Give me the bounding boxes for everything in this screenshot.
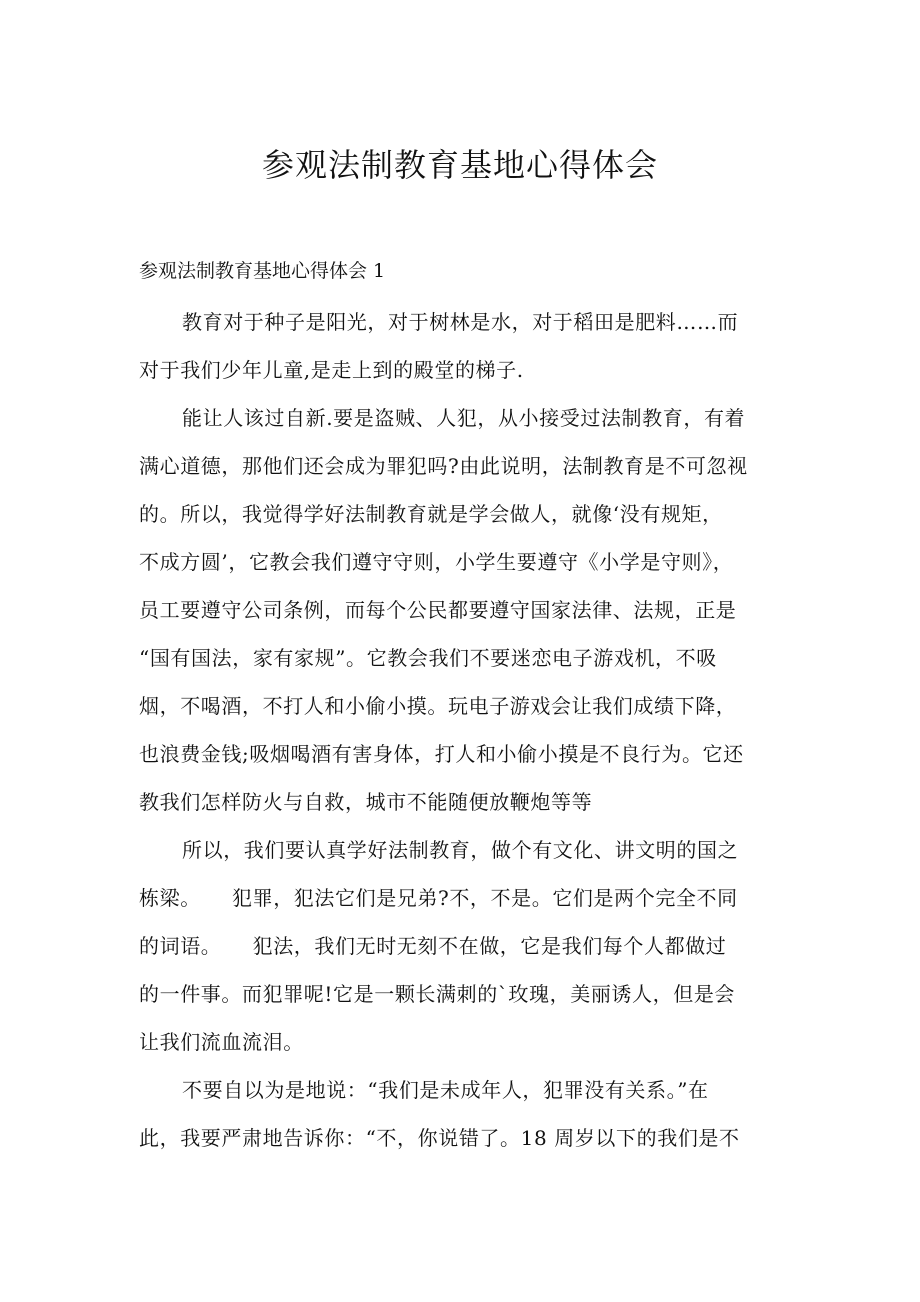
paragraph-line: 教育对于种子是阳光，对于树林是水，对于稻田是肥料……而 bbox=[182, 310, 739, 334]
paragraph-line: 不要自以为是地说：“我们是未成年人，犯罪没有关系。”在 bbox=[182, 1078, 709, 1102]
paragraph-line: 能让人该过自新.要是盗贼、人犯，从小接受过法制教育，有着 bbox=[182, 406, 746, 430]
paragraph-line: 也浪费金钱;吸烟喝酒有害身体，打人和小偷小摸是不良行为。它还 bbox=[139, 742, 744, 766]
paragraph-line: 的一件事。而犯罪呢!它是一颗长满刺的`玫瑰，美丽诱人，但是会 bbox=[139, 982, 736, 1006]
paragraph-line: 的词语。 犯法，我们无时无刻不在做，它是我们每个人都做过 bbox=[139, 934, 727, 958]
paragraph-line: 此，我要严肃地告诉你：“不，你说错了。18 周岁以下的我们是不 bbox=[139, 1126, 740, 1150]
paragraph-line: 教我们怎样防火与自救，城市不能随便放鞭炮等等 bbox=[139, 790, 593, 814]
document-title: 参观法制教育基地心得体会 bbox=[261, 146, 658, 184]
section-heading: 参观法制教育基地心得体会 1 bbox=[139, 260, 386, 282]
paragraph-line: 烟，不喝酒，不打人和小偷小摸。玩电子游戏会让我们成绩下降， bbox=[139, 694, 737, 718]
paragraph-line: 栋梁。 犯罪，犯法它们是兄弟?不，不是。它们是两个完全不同 bbox=[139, 886, 738, 910]
paragraph-line: 不成方圆’，它教会我们遵守守则，小学生要遵守《小学是守则》， bbox=[139, 550, 734, 574]
paragraph-line: 对于我们少年儿童,是走上到的殿堂的梯子. bbox=[139, 358, 524, 382]
paragraph-line: 所以，我们要认真学好法制教育，做个有文化、讲文明的国之 bbox=[182, 838, 739, 862]
paragraph-line: 的。所以，我觉得学好法制教育就是学会做人，就像‘没有规矩， bbox=[139, 502, 723, 526]
paragraph-line: 员工要遵守公司条例，而每个公民都要遵守国家法律、法规，正是 bbox=[139, 598, 737, 622]
paragraph-line: 让我们流血流泪。 bbox=[139, 1030, 304, 1054]
paragraph-line: 满心道德，那他们还会成为罪犯吗?由此说明，法制教育是不可忽视 bbox=[139, 454, 748, 478]
paragraph-line: “国有国法，家有家规”。它教会我们不要迷恋电子游戏机，不吸 bbox=[139, 646, 717, 670]
